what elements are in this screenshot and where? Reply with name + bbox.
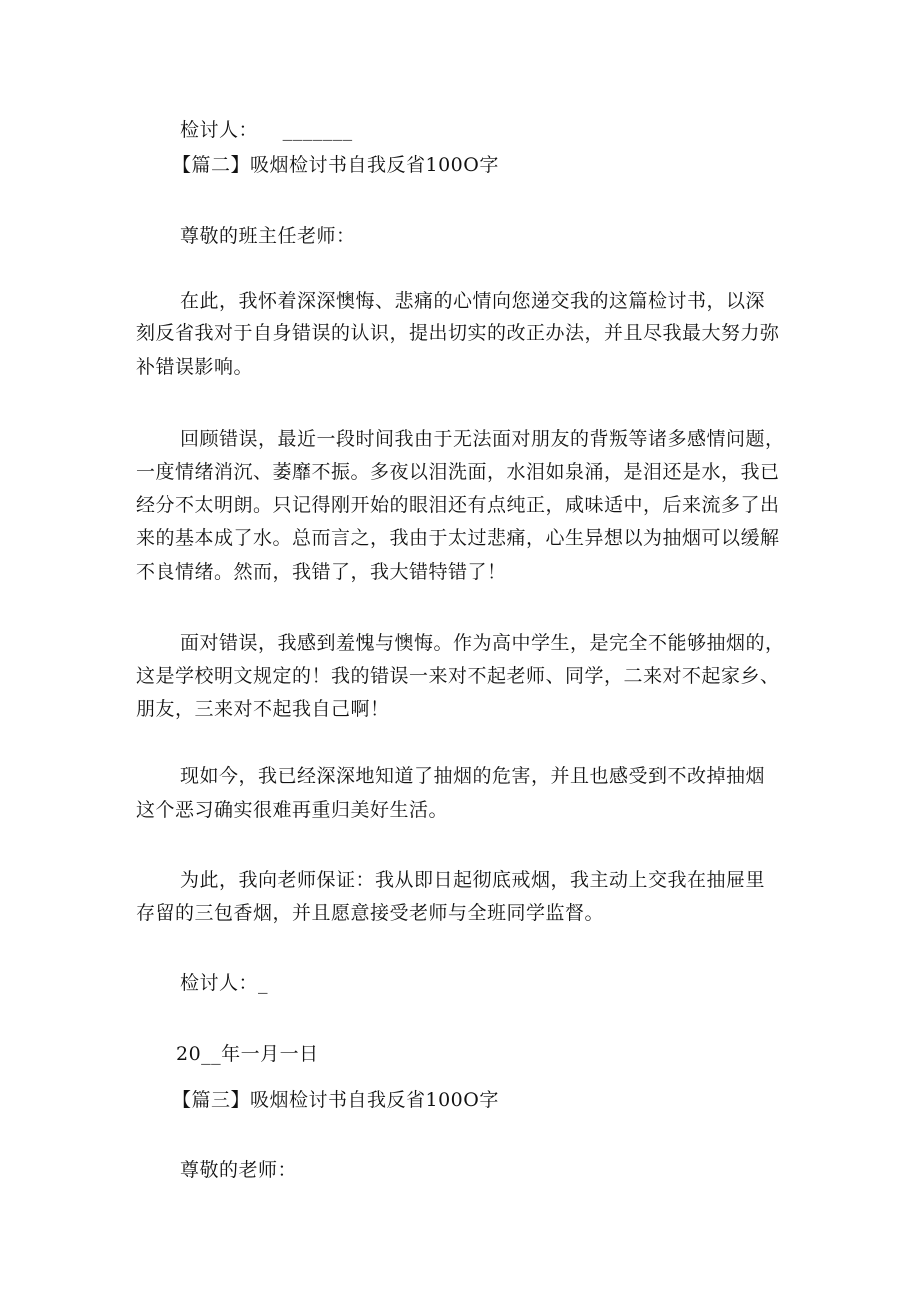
paragraph-line: 现如今，我已经深深地知道了抽烟的危害，并且也感受到不改掉抽烟: [180, 765, 766, 787]
paragraph-line: 经分不太明朗。只记得刚开始的眼泪还有点纯正，咸味适中，后来流多了出: [136, 494, 780, 516]
paragraph-line: 这是学校明文规定的！我的错误一来对不起老师、同学，二来对不起家乡、: [136, 665, 780, 687]
section-heading-2: 【篇二】吸烟检讨书自我反省100O字: [172, 154, 499, 176]
date-line: 20__年一月一日: [176, 1043, 319, 1065]
signer-blank: _______: [282, 119, 353, 141]
paragraph-line: 面对错误，我感到羞愧与懊悔。作为高中学生，是完全不能够抽烟的，: [180, 632, 785, 654]
paragraph-line: 在此，我怀着深深懊悔、悲痛的心情向您递交我的这篇检讨书，以深: [180, 290, 766, 312]
signer-line-top: [180, 118, 353, 142]
paragraph-line: 回顾错误，最近一段时间我由于无法面对朋友的背叛等诸多感情问题，: [180, 428, 785, 450]
signer-label: 检讨人：: [180, 119, 259, 141]
paragraph-line: 存留的三包香烟，并且愿意接受老师与全班同学监督。: [136, 902, 605, 924]
paragraph-line: 不良情绪。然而，我错了，我大错特错了！: [136, 561, 507, 583]
salutation-2: 尊敬的班主任老师：: [180, 225, 356, 247]
paragraph-line: 一度情绪消沉、萎靡不振。多夜以泪洗面，水泪如泉涌，是泪还是水，我已: [136, 461, 780, 483]
paragraph-line: 朋友，三来对不起我自己啊！: [136, 698, 390, 720]
paragraph-line: 补错误影响。: [136, 356, 254, 378]
paragraph-line: 为此，我向老师保证：我从即日起彻底戒烟，我主动上交我在抽屉里: [180, 869, 766, 891]
paragraph-line: 来的基本成了水。总而言之，我由于太过悲痛，心生异想以为抽烟可以缓解: [136, 527, 780, 549]
paragraph-line: 刻反省我对于自身错误的认识，提出切实的改正办法，并且尽我最大努力弥: [136, 322, 780, 344]
paragraph-line: 这个恶习确实很难再重归美好生活。: [136, 799, 449, 821]
signer-line-bottom: 检讨人：_: [180, 972, 269, 994]
salutation-3: 尊敬的老师：: [180, 1159, 298, 1181]
section-heading-3: 【篇三】吸烟检讨书自我反省100O字: [172, 1089, 499, 1111]
